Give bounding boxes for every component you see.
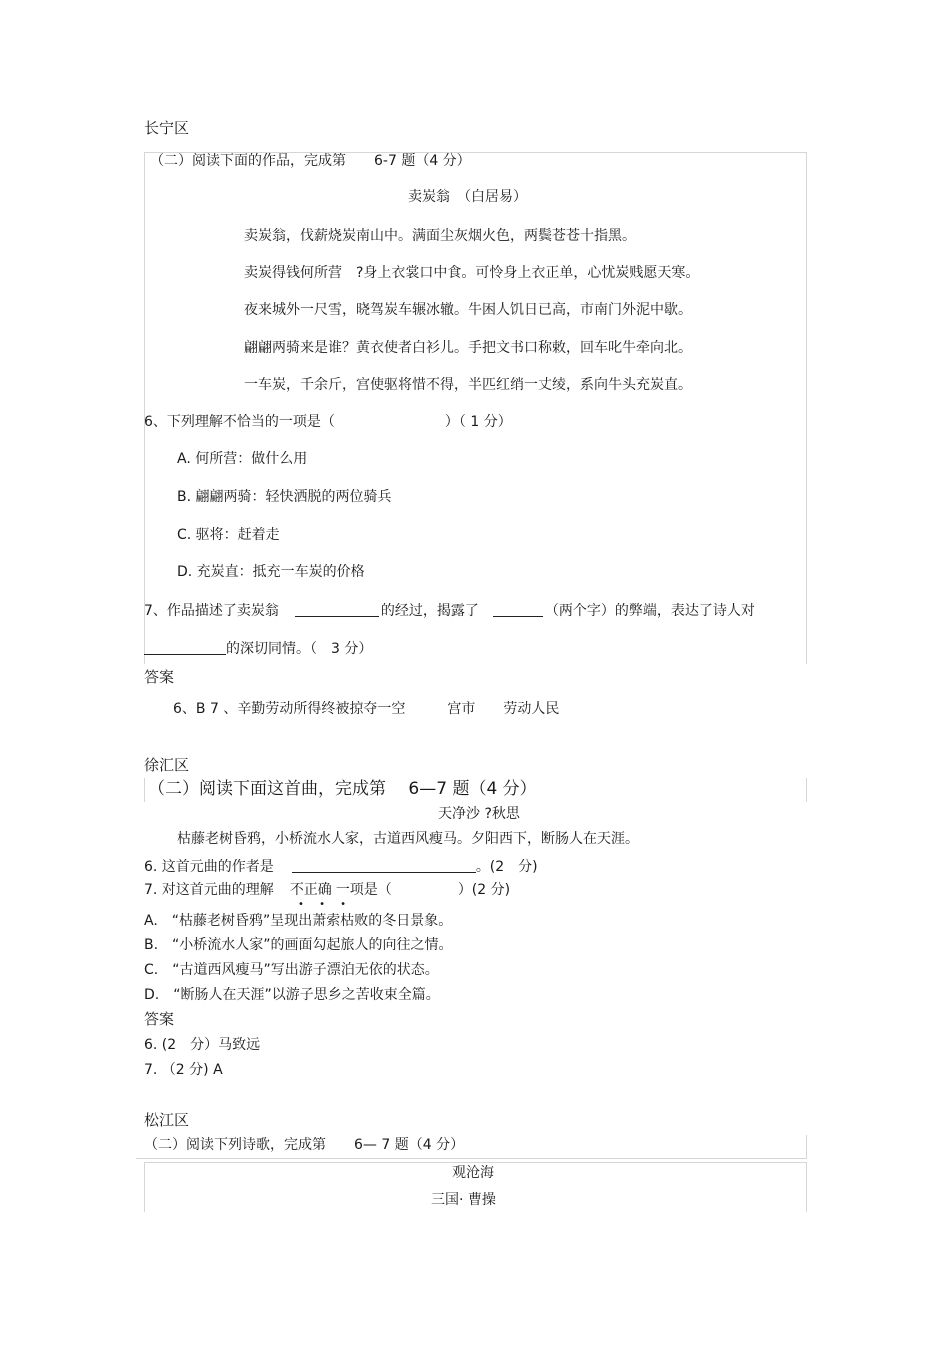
district-songjiang: 松江区	[144, 1111, 190, 1129]
poem-line: 一车炭，千余斤，宫使驱将惜不得，半匹红绡一丈绫，系向牛头充炭直。	[244, 377, 692, 393]
district-xuhui: 徐汇区	[144, 756, 190, 774]
answer-label: 答案	[144, 668, 175, 686]
box-left-border	[144, 778, 145, 802]
fill-blank	[144, 640, 226, 655]
question-6-score: ）（ 1 分）	[444, 414, 512, 430]
question-7-text: （两个字）的弊端，表达了诗人对	[544, 603, 755, 619]
question-7-cont	[144, 640, 372, 656]
question-7	[144, 602, 755, 618]
box-top-border	[144, 1162, 806, 1163]
box-left-border	[144, 1162, 145, 1212]
poem-author: 三国· 曹操	[431, 1192, 496, 1208]
question-7-text: 7、作品描述了卖炭翁	[144, 603, 279, 619]
poem-title: 观沧海	[452, 1165, 494, 1181]
question-7-text: 一项是（	[335, 882, 392, 898]
emphasis-dots: • • •	[298, 899, 353, 910]
fill-blank	[292, 858, 476, 873]
answer-label: 答案	[144, 1010, 175, 1028]
instruction: （二）阅读下列诗歌，完成第 6— 7 题（4 分）	[144, 1137, 465, 1153]
question-7-text: 7. 对这首元曲的理解	[144, 882, 274, 898]
box-right-border	[806, 1162, 807, 1212]
option-b: B. 翩翩两骑：轻快洒脱的两位骑兵	[177, 489, 392, 505]
question-7-text: 的深切同情。（ 3 分）	[226, 641, 373, 657]
district-changning: 长宁区	[144, 119, 190, 137]
question-7	[144, 883, 510, 897]
question-6	[144, 415, 512, 429]
question-7-text: 的经过，揭露了	[380, 603, 479, 619]
fill-blank	[493, 602, 543, 617]
poem-line: 卖炭翁，伐薪烧炭南山中。满面尘灰烟火色，两鬓苍苍十指黑。	[244, 228, 636, 244]
poem-line: 夜来城外一尺雪，晓驾炭车辗冰辙。牛困人饥日已高，市南门外泥中歇。	[244, 302, 692, 318]
option-c: C. 驱将：赶着走	[177, 527, 280, 543]
option-a: A. 何所营：做什么用	[177, 451, 308, 467]
poem-title: 天净沙 ?秋思	[438, 806, 520, 822]
box-left-border	[144, 152, 145, 664]
question-6	[144, 858, 538, 874]
option-c: C. “古道西风瘦马”写出游子漂泊无依的状态。	[144, 962, 439, 978]
poem-line: 翩翩两骑来是谁？黄衣使者白衫儿。手把文书口称敕，回车叱牛牵向北。	[244, 340, 692, 356]
box-right-border	[806, 152, 807, 664]
question-6-text: 6、下列理解不恰当的一项是（	[144, 414, 335, 430]
poem-title: 卖炭翁 （白居易）	[408, 189, 527, 205]
option-d: D. “断肠人在天涯”以游子思乡之苦收束全篇。	[144, 987, 440, 1003]
poem-line: 卖炭得钱何所营 ?身上衣裳口中食。可怜身上衣正单，心忧炭贱愿天寒。	[244, 265, 700, 281]
question-7-score: ）(2 分)	[457, 882, 511, 898]
answer-text: 7. （2 分) A	[144, 1062, 223, 1078]
answer-text: 6、B 7 、辛勤劳动所得终被掠夺一空 宫市 劳动人民	[173, 701, 560, 717]
question-6-score: 。(2 分)	[475, 859, 538, 875]
poem-line: 枯藤老树昏鸦，小桥流水人家，古道西风瘦马。夕阳西下，断肠人在天涯。	[177, 831, 639, 847]
fill-blank	[295, 602, 379, 617]
instruction: （二）阅读下面的作品，完成第 6-7 题（4 分）	[150, 153, 471, 169]
box-top-border	[136, 1158, 806, 1159]
option-d: D. 充炭直：抵充一车炭的价格	[177, 564, 365, 580]
emphasis-incorrect: 不正确	[289, 882, 332, 898]
question-6-text: 6. 这首元曲的作者是	[144, 859, 274, 875]
instruction: （二）阅读下面这首曲，完成第 6—7 题（4 分）	[148, 779, 537, 799]
answer-text: 6. (2 分）马致远	[144, 1037, 261, 1053]
box-right-border	[806, 1135, 807, 1159]
box-right-border	[806, 778, 807, 802]
option-b: B. “小桥流水人家”的画面勾起旅人的向往之情。	[144, 937, 453, 953]
option-a: A. “枯藤老树昏鸦”呈现出萧索枯败的冬日景象。	[144, 913, 453, 929]
